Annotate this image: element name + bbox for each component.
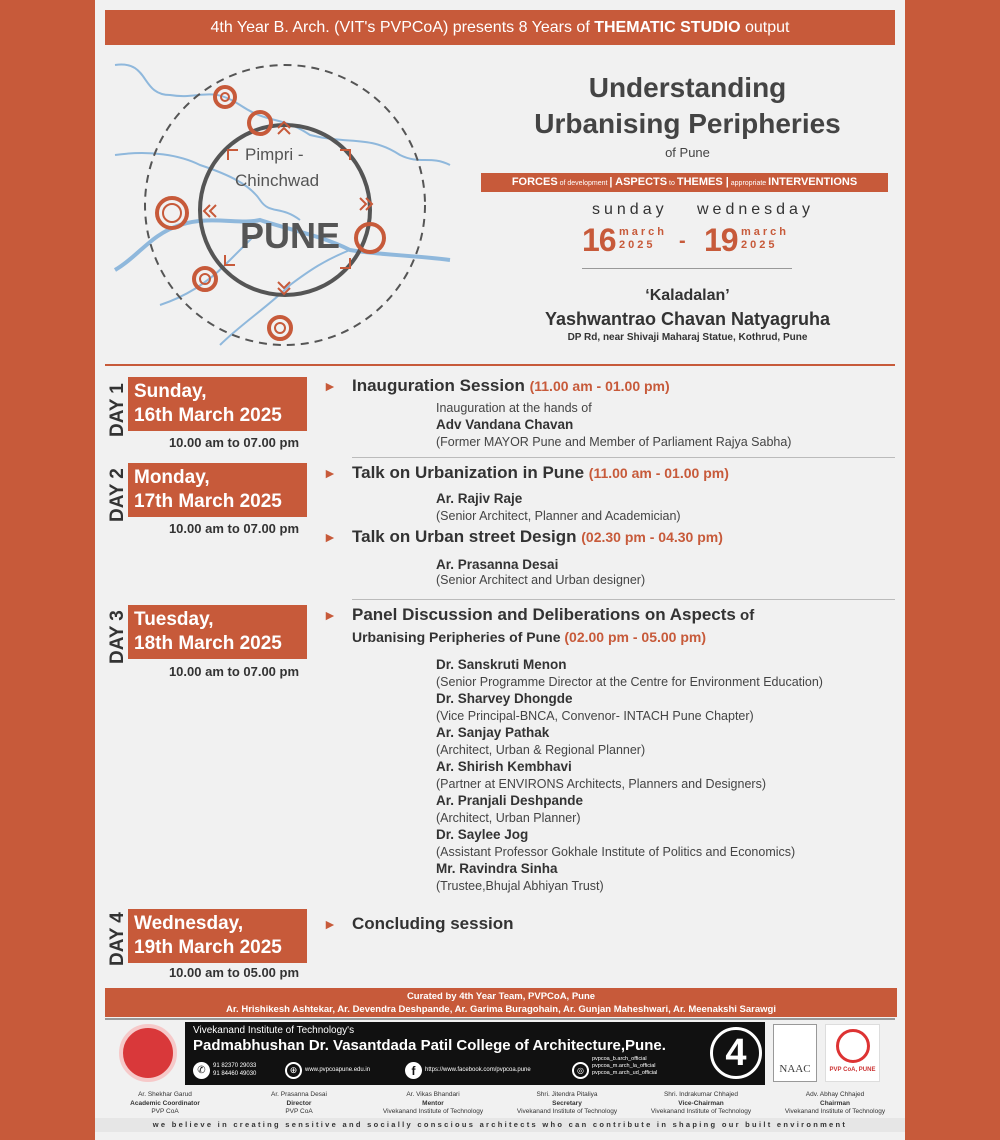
day-1-label: DAY 1 [107,383,128,437]
day-1-weekday: Sunday, [134,381,207,402]
signatory-org: Vivekanand Institute of Technology [784,1108,886,1115]
start-month-year [619,226,667,252]
day-2-time: 10.00 am to 07.00 pm [168,521,300,536]
session-title-of: of [735,607,755,624]
end-year: 2025 [741,239,778,251]
phone-icon: ✆ [193,1062,210,1079]
divider [352,599,895,600]
signatory-org: PVP CoA [285,1108,313,1115]
globe-icon: ⊕ [285,1062,302,1079]
title-line-3: of Pune [665,145,710,160]
signatory-role: Director [286,1099,312,1107]
session-title: Inauguration Session [352,376,525,395]
panelist-desc: (Partner at ENVIRONS Architects, Planners and Designers) [436,777,766,791]
signatory-name: Adv. Abhay Chhajed [805,1091,865,1098]
panelist-name: Ar. Shirish Kembhavi [436,759,572,774]
divider [352,457,895,458]
instagram-handles [592,1056,657,1077]
panelist-desc: (Architect, Urban Planner) [436,811,581,825]
date-divider [582,268,792,269]
phone-numbers [213,1062,256,1078]
day-1-intro: Inauguration at the hands of [436,401,592,415]
signatory-role: Mentor [422,1099,444,1107]
college-parent: Vivekanand Institute of Technology's [193,1025,355,1036]
panelist-desc: (Trustee,Bhujal Abhiyan Trust) [436,879,604,893]
session-title: Panel Discussion and Deliberations on Aspects [352,605,736,624]
signatory [636,1091,766,1117]
venue-hall: ‘Kaladalan’ [645,287,730,304]
bullet-arrow-icon: ► [323,529,337,545]
day-3-session-title [352,605,754,625]
day-4-date: 19th March 2025 [134,937,282,958]
day-2-speaker-1-desc: (Senior Architect, Planner and Academician) [436,509,681,523]
day-3-session-title-2 [352,629,706,645]
day-2-speaker-2-desc: (Senior Architect and Urban designer) [436,573,646,587]
panelist-name: Dr. Sharvey Dhongde [436,691,573,706]
end-month: march [741,226,790,238]
start-year: 2025 [619,239,656,251]
top-banner [105,10,895,45]
signatory-role: Secretary [552,1099,582,1107]
event-poster [95,0,905,1140]
venue-address: DP Rd, near Shivaji Maharaj Statue, Kothrud, Pune [567,332,808,343]
start-month: march [619,226,668,238]
footer-divider [105,1018,895,1020]
signatory-name: Ar. Vikas Bhandari [406,1091,460,1098]
signatory-name: Ar. Shekhar Garud [138,1091,192,1098]
signatory [100,1091,230,1117]
day-3-date-box [128,605,307,659]
river-lines [115,65,450,345]
session-time: (11.00 am - 01.00 pm) [529,378,670,394]
session-title: Talk on Urbanization in Pune [352,463,585,482]
facebook-icon: f [405,1062,422,1079]
day-2-weekday: Monday, [134,467,210,488]
pvpcoa-logo [825,1024,880,1082]
map-label-chinchwad: Chinchwad [235,171,320,190]
curated-team: Ar. Hrishikesh Ashtekar, Ar. Devendra Deshpande, Ar. Garima Buragohain, Ar. Gunjan Maheshwari, Ar. Meenakshi Sarawgi [226,1004,776,1015]
day-4-session-title: Concluding session [352,914,514,933]
banner-text: 4th Year B. Arch. (VIT's PVPCoA) presents 8 Years of [210,19,595,36]
panelist-desc: (Senior Programme Director at the Centre for Environment Education) [436,675,823,689]
session-time: (02.00 pm - 05.00 pm) [564,629,707,645]
day-2-speaker-1: Ar. Rajiv Raje [436,491,523,506]
day-3-date: 18th March 2025 [134,633,282,654]
session-title: Talk on Urban street Design [352,527,577,546]
phone-2: 91 84460 49030 [213,1071,257,1077]
venue-name: Yashwantrao Chavan Natyagruha [544,309,831,329]
theme-forces: FORCES [511,176,558,188]
signatory-org: Vivekanand Institute of Technology [650,1108,752,1115]
session-title-cont: Urbanising Peripheries of Pune [352,629,561,645]
panelist-desc: (Assistant Professor Gokhale Institute of Politics and Economics) [436,845,796,859]
theme-aspects: | ASPECTS [609,176,668,188]
end-month-year [741,226,789,252]
insta-2[interactable]: pvpcoa_m.arch_la_official [592,1063,656,1069]
bullet-arrow-icon: ► [323,378,337,394]
day-2-session-2-title [352,527,723,547]
bullet-arrow-icon: ► [323,916,337,932]
session-time: (02.30 pm - 04.30 pm) [581,529,723,545]
theme-text: to [667,180,677,187]
signatory [234,1091,364,1117]
day-3-weekday: Tuesday, [134,609,214,630]
pune-map-diagram [110,55,460,355]
bullet-arrow-icon: ► [323,465,337,481]
panelist-name: Ar. Pranjali Deshpande [436,793,584,808]
title-line-2: Urbanising Peripheries [534,108,841,139]
day-4-weekday: Wednesday, [134,913,244,934]
pvpcoa-logo-text: PVP CoA, PUNE [829,1067,876,1073]
section-divider [105,364,895,366]
signatory-name: Ar. Prasanna Desai [270,1091,327,1098]
facebook-link[interactable]: https://www.facebook.com/pvpcoa.pune [425,1067,531,1073]
insta-1[interactable]: pvpcoa_b.arch_official [592,1056,647,1062]
theme-text: of development [557,180,610,187]
theme-interventions: INTERVENTIONS [768,176,858,188]
signatory-role: Chairman [820,1099,850,1107]
curated-by-bar [105,988,897,1017]
college-name: Padmabhushan Dr. Vasantdada Patil College of Architecture,Pune. [193,1037,666,1054]
start-date-number: 16 [582,222,616,258]
vit-logo [119,1024,177,1082]
day-2-date: 17th March 2025 [134,491,282,512]
instagram-icon: ◎ [572,1062,589,1079]
signatory-role: Vice-Chairman [678,1099,724,1107]
day-1-date-box [128,377,307,431]
day-4-time: 10.00 am to 05.00 pm [168,965,300,980]
naac-logo [773,1024,817,1082]
day-1-date: 16th March 2025 [134,405,282,426]
college-band [185,1022,765,1085]
motto: we believe in creating sensitive and socially conscious architects who can contribute in shaping our built environment [95,1118,905,1132]
day-1-session-title [352,376,670,396]
theme-themes: THEMES | [676,176,729,188]
signatory-org: Vivekanand Institute of Technology [382,1108,484,1115]
signatory-role: Academic Coordinator [130,1099,200,1107]
day-1-time: 10.00 am to 07.00 pm [168,435,300,450]
signatory-org: Vivekanand Institute of Technology [516,1108,618,1115]
day-1-speaker-desc: (Former MAYOR Pune and Member of Parliament Rajya Sabha) [436,435,792,449]
website-link[interactable]: www.pvpcoapune.edu.in [305,1067,371,1073]
pvpcoa-emblem [836,1029,870,1063]
signatory-org: PVP CoA [151,1108,179,1115]
day-2-date-box [128,463,307,517]
end-date-number: 19 [704,222,738,258]
map-label-pimpri: Pimpri - [245,145,304,164]
day-2-speaker-2: Ar. Prasanna Desai [436,557,559,572]
panelist-name: Mr. Ravindra Sinha [436,861,558,876]
day-1-speaker: Adv Vandana Chavan [436,417,574,432]
panelist-desc: (Vice Principal-BNCA, Convenor- INTACH Pune Chapter) [436,709,754,723]
session-time: (11.00 am - 01.00 pm) [588,465,729,481]
panelist-name: Dr. Sanskruti Menon [436,657,567,672]
bullet-arrow-icon: ► [323,607,337,623]
day-2-label: DAY 2 [107,468,128,522]
start-day: sunday [592,201,668,218]
panelist-desc: (Architect, Urban & Regional Planner) [436,743,646,757]
naac-text: NAAC [779,1063,811,1075]
signatory [502,1091,632,1117]
title-line-1: Understanding [588,72,787,103]
date-dash: - [679,230,685,252]
phone-1: 91 82370 29033 [213,1063,257,1069]
end-day: wednesday [697,201,814,218]
signatory [368,1091,498,1117]
anniversary-badge: 4 [710,1027,762,1079]
insta-3[interactable]: pvpcoa_m.arch_ud_official [592,1070,658,1076]
signatory-name: Shri. Jitendra Pitaliya [536,1091,598,1098]
themes-bar [481,173,888,192]
panelist-name: Ar. Sanjay Pathak [436,725,550,740]
signatory-name: Shri. Indrakumar Chhajed [663,1091,739,1098]
map-label-pune: PUNE [240,215,341,256]
banner-highlight: THEMATIC STUDIO [594,19,741,36]
day-2-session-1-title [352,463,729,483]
signatory [770,1091,900,1117]
banner-text-end: output [740,19,790,36]
day-3-label: DAY 3 [107,610,128,664]
day-4-date-box [128,909,307,963]
day-4-label: DAY 4 [107,912,128,966]
day-3-time: 10.00 am to 07.00 pm [168,664,300,679]
curated-line-1: Curated by 4th Year Team, PVPCoA, Pune [406,991,596,1002]
panelist-name: Dr. Saylee Jog [436,827,529,842]
theme-text: appropriate [728,180,769,187]
